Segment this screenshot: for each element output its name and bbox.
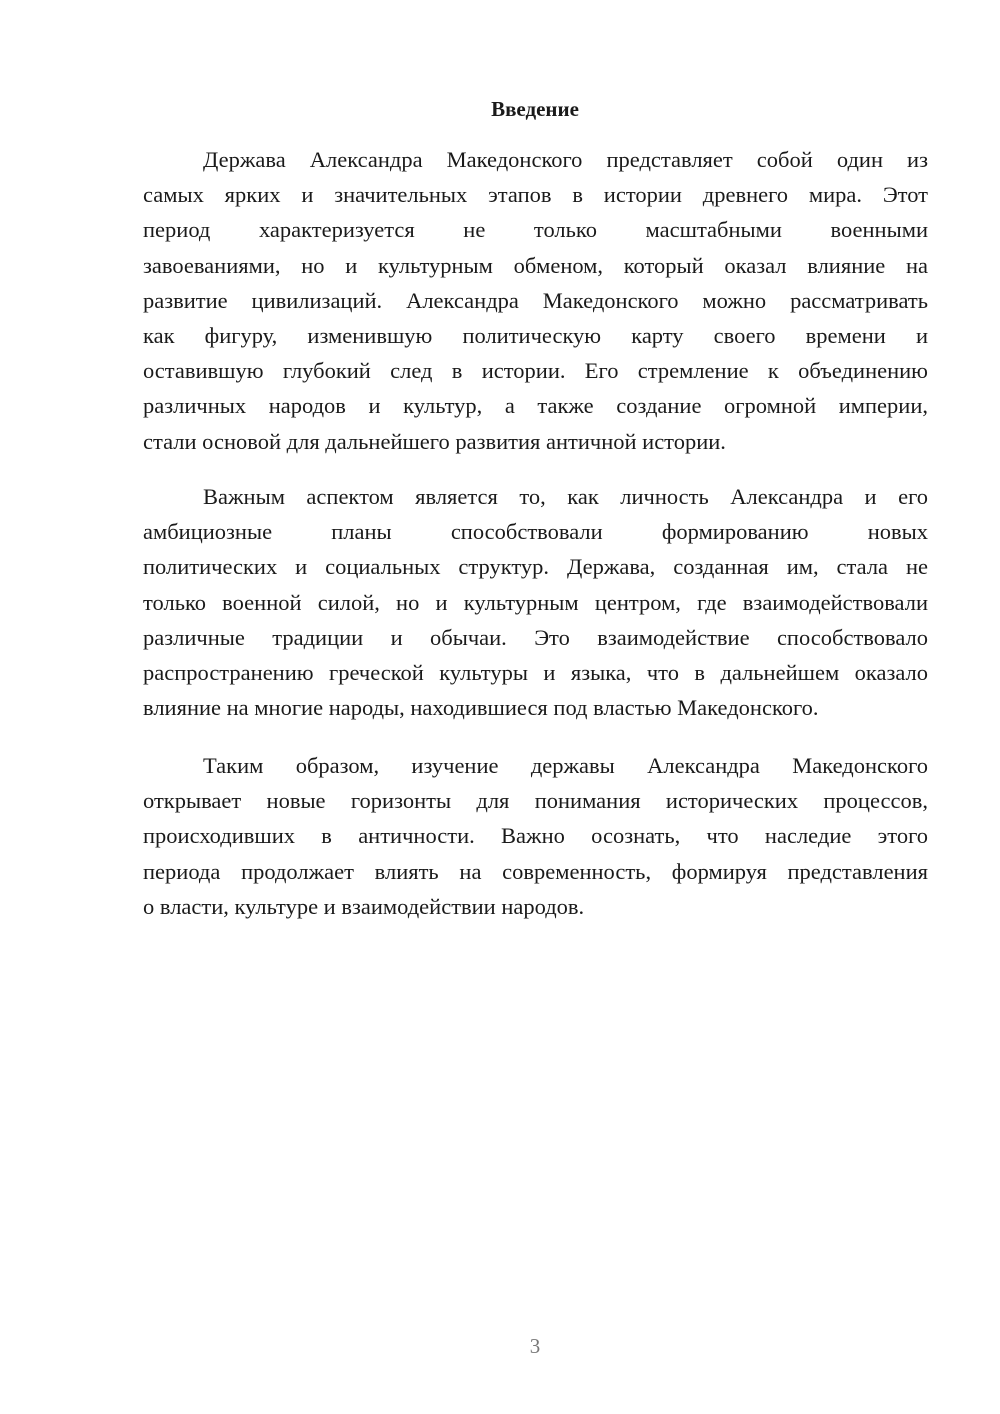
text-line: влияние на многие народы, находившиеся под властью Македонского. <box>143 695 819 721</box>
text-line: только военной силой, но и культурным центром, где взаимодействовали <box>143 589 928 615</box>
text-line: различные традиции и обычаи. Это взаимодействие способствовало <box>143 624 928 650</box>
text-line: происходивших в античности. Важно осознать, что наследие этого <box>143 823 928 849</box>
text-line: завоеваниями, но и культурным обменом, который оказал влияние на <box>143 252 928 278</box>
text-line: амбициозные планы способствовали формированию новых <box>143 519 928 545</box>
text-line: о власти, культуре и взаимодействии народов. <box>143 893 585 919</box>
text-line: самых ярких и значительных этапов в истории древнего мира. Этот <box>143 182 928 208</box>
text-line: Держава Александра Македонского представляет собой один из <box>203 147 928 172</box>
text-line: различных народов и культур, а также создание огромной империи, <box>143 393 928 419</box>
section-title: Введение <box>491 97 579 121</box>
text-line: Таким образом, изучение державы Александра Македонского <box>203 753 928 778</box>
text-line: распространению греческой культуры и языка, что в дальнейшем оказало <box>143 659 928 685</box>
text-line: период характеризуется не только масштабными военными <box>143 217 928 243</box>
text-line: развитие цивилизаций. Александра Македонского можно рассматривать <box>143 287 928 313</box>
page-number: 3 <box>529 1334 541 1358</box>
paragraph-2 <box>143 479 928 725</box>
text-line: открывает новые горизонты для понимания исторических процессов, <box>143 788 928 814</box>
paragraph-3 <box>143 748 928 924</box>
text-line: периода продолжает влиять на современность, формируя представления <box>143 858 928 884</box>
text-line: как фигуру, изменившую политическую карту своего времени и <box>143 322 928 348</box>
text-line: Важным аспектом является то, как личность Александра и его <box>203 484 928 509</box>
text-line: стали основой для дальнейшего развития античной истории. <box>143 428 726 454</box>
text-line: политических и социальных структур. Держава, созданная им, стала не <box>143 554 928 580</box>
text-line: оставившую глубокий след в истории. Его стремление к объединению <box>143 358 928 384</box>
paragraph-1 <box>143 142 928 459</box>
